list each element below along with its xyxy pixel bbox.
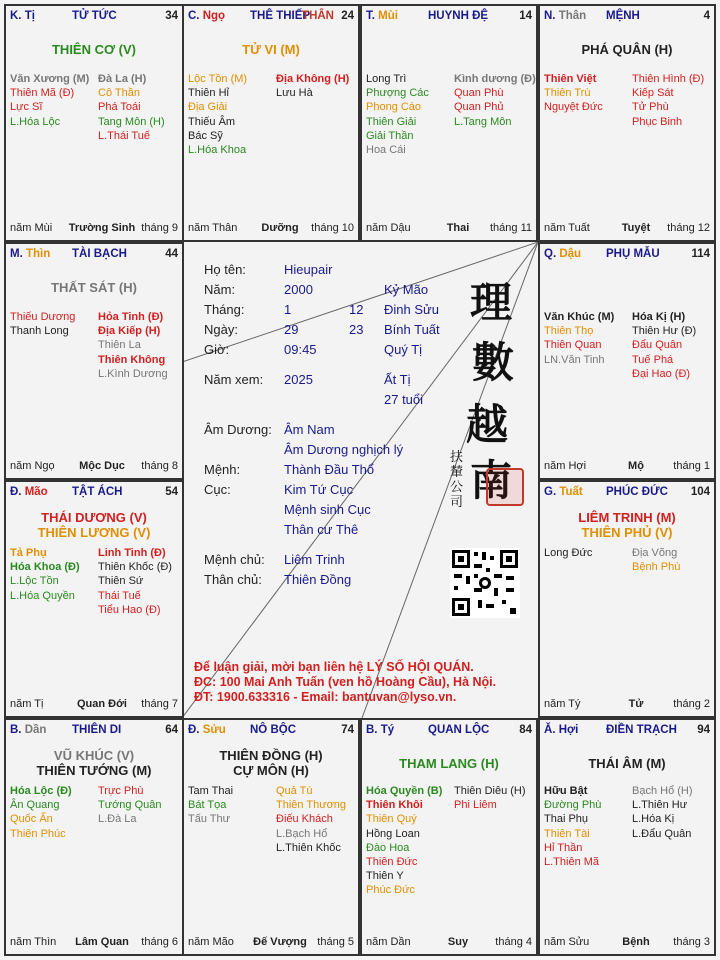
main-star: THÁI DƯƠNG (V) (41, 510, 147, 525)
am-duong-ly: Âm Dương nghịch lý (284, 442, 404, 457)
minor-star: Hóa Kị (H) (632, 311, 686, 323)
trang-sinh-stage: Bệnh (622, 936, 650, 948)
tieu-han-year: năm Mão (188, 936, 234, 948)
left-stars (544, 546, 592, 560)
palace-name: PHỤ MẪU (606, 248, 660, 260)
nam-can-chi: Kỷ Mão (384, 282, 429, 297)
nguyet-han-month: tháng 7 (141, 698, 178, 710)
nguyet-han-month: tháng 2 (673, 698, 710, 710)
dai-han-number: 34 (165, 10, 178, 22)
tieu-han-year: năm Mùi (10, 222, 53, 234)
tieu-han-year: năm Ngọ (10, 460, 55, 472)
trang-sinh-stage: Mộc Dục (79, 460, 125, 472)
minor-star: Quốc Ấn (10, 813, 53, 826)
trang-sinh-stage: Đế Vượng (253, 936, 307, 948)
minor-star: Nguyệt Đức (544, 101, 603, 114)
than-cu: Thân cư Thê (284, 522, 359, 537)
minor-star: Văn Xương (M) (10, 73, 90, 85)
main-stars (362, 756, 536, 771)
ngay-value: 29 (284, 322, 299, 337)
minor-star: Phong Cáo (366, 101, 422, 114)
minor-star: L.Kình Dương (98, 367, 168, 380)
nguyet-han-month: tháng 5 (317, 936, 354, 948)
palace-name: QUAN LỘC (428, 724, 490, 736)
minor-star: L.Bạch Hổ (276, 827, 328, 840)
palace-name: TÀI BẠCH (72, 248, 127, 260)
minor-star: Hỉ Thần (544, 841, 583, 854)
minor-star: Quan Phù (454, 87, 504, 100)
palace-name: TỬ TỨC (72, 10, 117, 22)
minor-star: Bác Sỹ (188, 129, 223, 142)
palace-cell-suu (182, 718, 360, 956)
than-chu-value: Thiên Đồng (284, 572, 352, 587)
right-stars (98, 310, 168, 381)
thang-value: 1 (284, 302, 292, 317)
minor-star: Thiên Hư (Đ) (632, 325, 697, 338)
vertical-seal-text: 扶 輦 公 司 (450, 450, 464, 510)
nguyet-han-month: tháng 1 (673, 460, 710, 472)
minor-star: Văn Khúc (M) (544, 311, 615, 323)
palace-cell-dan (4, 718, 184, 956)
minor-star: Thiên Khốc (Đ) (98, 561, 172, 574)
ho-ten-value: Hieupair (284, 262, 333, 277)
right-stars (98, 72, 165, 143)
trang-sinh-stage: Tử (628, 698, 644, 710)
minor-star: Hóa Lộc (Đ) (10, 785, 72, 797)
nam-xem-value: 2025 (284, 372, 313, 387)
minor-star: Thiên Mã (Đ) (10, 87, 75, 100)
minor-star: Thanh Long (10, 325, 69, 338)
palace-cell-mao (4, 480, 184, 718)
right-stars (454, 784, 526, 812)
minor-star: Bạch Hổ (H) (632, 785, 693, 797)
palace-cell-tuat (538, 480, 716, 718)
minor-star: L.Thiên Hư (632, 799, 688, 812)
minor-star: Tuế Phá (632, 353, 674, 366)
main-star: THIÊN CƠ (V) (51, 42, 137, 57)
main-stars (184, 748, 358, 778)
minor-star: Đà La (H) (98, 73, 147, 85)
minor-star: Hóa Khoa (Đ) (10, 561, 80, 574)
main-star: VŨ KHÚC (V) (53, 748, 135, 763)
palace-header (10, 248, 178, 262)
main-stars (6, 280, 182, 295)
minor-star: Thiên Quan (544, 339, 602, 352)
minor-star: Đường Phù (544, 799, 602, 812)
minor-star: L.Hóa Kị (632, 813, 675, 826)
right-stars (632, 72, 704, 129)
palace-name: NÔ BỘC (250, 724, 296, 736)
minor-star: Tử Phù (632, 101, 669, 114)
palace-footer (366, 222, 532, 236)
palace-footer (10, 222, 178, 236)
palace-cell-hoi (538, 718, 716, 956)
minor-star: L.Lộc Tồn (10, 575, 59, 588)
minor-star: L.Thái Tuế (98, 129, 150, 142)
minor-star: Tướng Quân (98, 799, 162, 812)
tieu-han-year: năm Hợi (544, 460, 587, 472)
minor-star: Linh Tinh (Đ) (98, 547, 166, 559)
tieu-han-year: năm Tị (10, 698, 44, 710)
dai-han-number: 84 (519, 724, 532, 736)
dai-han-number: 44 (165, 248, 178, 260)
palace-header (544, 486, 710, 500)
minor-star: Thiên Quý (366, 813, 417, 826)
gio-can-chi: Quý Tị (384, 342, 423, 357)
minor-star: Long Trì (366, 73, 407, 85)
nguyet-han-month: tháng 4 (495, 936, 532, 948)
right-stars (632, 310, 696, 381)
red-seal-stamp (486, 468, 524, 506)
palace-name: PHÚC ĐỨC (606, 486, 668, 498)
palace-header (188, 724, 354, 738)
earthly-branch: B. Dần (10, 724, 47, 736)
tieu-han-year: năm Tý (544, 698, 581, 710)
tieu-han-year: năm Thìn (10, 936, 57, 948)
tieu-han-year: năm Tuất (544, 222, 590, 234)
right-stars (276, 72, 349, 100)
minor-star: Thiên Không (98, 353, 166, 366)
dai-han-number: 64 (165, 724, 178, 736)
minor-star: Quả Tú (276, 785, 313, 797)
main-stars (6, 748, 182, 778)
main-stars (540, 510, 714, 540)
calligraphy-char-2: 數 (472, 338, 515, 387)
calligraphy-char-1: 理 (470, 278, 513, 327)
menh-chu-label: Mệnh chủ: (204, 552, 265, 567)
left-stars (188, 784, 233, 827)
minor-star: Kình dương (Đ) (454, 73, 536, 85)
minor-star: Phúc Đức (366, 884, 415, 897)
trang-sinh-stage: Lâm Quan (75, 936, 129, 948)
minor-star: Hữu Bật (544, 785, 588, 797)
dai-han-number: 74 (341, 724, 354, 736)
dai-han-number: 104 (690, 486, 710, 498)
tieu-han-year: năm Dần (366, 936, 411, 948)
palace-name: MỆNH (606, 10, 640, 22)
minor-star: Thiên Hình (Đ) (632, 73, 705, 85)
minor-star: Ân Quang (10, 799, 60, 812)
minor-star: Giải Thần (366, 129, 414, 142)
palace-footer (10, 460, 178, 474)
minor-star: Phi Liêm (454, 799, 497, 812)
trang-sinh-stage: Tuyệt (621, 222, 651, 234)
calligraphy-char-4: 南 (470, 456, 513, 505)
palace-cell-thin (4, 242, 184, 480)
minor-star: Long Đức (544, 547, 593, 559)
palace-cell-ti (4, 4, 184, 242)
qr-code-icon[interactable] (450, 548, 520, 618)
minor-star: Phá Toái (98, 101, 141, 114)
main-star: THÁI ÂM (M) (588, 756, 666, 771)
minor-star: Tiểu Hao (Đ) (98, 603, 161, 616)
cuc-relation: Mệnh sinh Cục (284, 502, 371, 517)
menh-label: Mệnh: (204, 462, 241, 477)
main-star: LIÊM TRINH (M) (578, 510, 676, 525)
than-marker: THÂN (302, 10, 334, 22)
minor-star: L.Hóa Khoa (188, 143, 247, 156)
minor-star: L.Tang Môn (454, 115, 512, 128)
minor-star: Hồng Loan (366, 827, 420, 840)
trang-sinh-stage: Suy (447, 936, 469, 948)
right-stars (632, 546, 680, 574)
palace-cell-ty (360, 718, 538, 956)
palace-name: HUYNH ĐỆ (428, 10, 489, 22)
left-stars (366, 784, 442, 898)
minor-star: Cô Thần (98, 87, 140, 100)
left-stars (188, 72, 247, 157)
contact-line-3: ĐT: 1900.633316 - Email: bantuvan@lyso.vn. (194, 690, 457, 704)
palace-header (366, 724, 532, 738)
minor-star: Địa Không (H) (276, 73, 350, 85)
palace-footer (10, 698, 178, 712)
earthly-branch: N. Thân (544, 10, 587, 22)
cuc-value: Kim Tứ Cục (284, 482, 354, 497)
minor-star: Thiên Phúc (10, 827, 66, 840)
minor-star: Thiên Sứ (98, 575, 144, 588)
earthly-branch: C. Ngọ (188, 10, 226, 22)
minor-star: Thiếu Dương (10, 311, 76, 323)
left-stars (366, 72, 429, 157)
minor-star: L.Thiên Mã (544, 855, 600, 868)
main-star: THIÊN TƯỚNG (M) (36, 763, 152, 778)
minor-star: Lộc Tồn (M) (188, 73, 248, 85)
minor-star: Địa Giải (188, 101, 228, 114)
minor-star: L.Đẩu Quân (632, 827, 692, 840)
palace-footer (544, 460, 710, 474)
palace-name: TẬT ÁCH (72, 486, 123, 498)
minor-star: Hoa Cái (366, 143, 406, 156)
minor-star: Phục Binh (632, 115, 683, 128)
minor-star: Trực Phù (98, 785, 144, 797)
minor-star: Thái Tuế (98, 589, 141, 602)
contact-line-2: ĐC: 100 Mai Anh Tuấn (ven hồ Hoàng Cầu), Hà Nội. (194, 675, 497, 689)
calligraphy-char-3: 越 (466, 400, 509, 449)
trang-sinh-stage: Mộ (628, 460, 644, 472)
nguyet-han-month: tháng 10 (311, 222, 354, 234)
minor-star: Thiên Y (366, 870, 404, 883)
minor-star: Tam Thai (188, 785, 234, 797)
earthly-branch: T. Mùi (366, 10, 398, 22)
thang-am-lich: 12 (349, 302, 364, 317)
earthly-branch: M. Thìn (10, 248, 51, 260)
minor-star: Đẩu Quân (632, 339, 683, 352)
minor-star: Địa Võng (632, 547, 678, 559)
nam-value: 2000 (284, 282, 313, 297)
main-stars (540, 756, 714, 771)
left-stars (544, 784, 601, 869)
main-star: PHÁ QUÂN (H) (581, 42, 673, 57)
minor-star: Thiên Khôi (366, 799, 423, 812)
palace-footer (188, 222, 354, 236)
minor-star: Hóa Quyền (B) (366, 785, 443, 797)
nam-xem-label: Năm xem: (204, 372, 264, 387)
right-stars (98, 784, 162, 827)
left-stars (544, 310, 614, 367)
minor-star: Tấu Thư (188, 813, 231, 826)
minor-star: Thiếu Âm (188, 115, 236, 128)
minor-star: Bệnh Phù (632, 561, 681, 574)
ngay-can-chi: Bính Tuất (384, 322, 440, 337)
minor-star: Phượng Các (366, 87, 429, 100)
right-stars (276, 784, 346, 855)
palace-header (188, 10, 354, 24)
minor-star: Đại Hao (Đ) (632, 367, 691, 380)
nam-label: Năm: (204, 282, 236, 297)
left-stars (10, 784, 72, 841)
minor-star: Thiên Thọ (544, 325, 594, 338)
left-stars (10, 546, 80, 603)
minor-star: Địa Kiếp (H) (98, 325, 161, 338)
palace-header (10, 10, 178, 24)
dai-han-number: 4 (703, 10, 710, 22)
minor-star: Điếu Khách (276, 813, 333, 826)
trang-sinh-stage: Trường Sinh (68, 222, 136, 234)
trang-sinh-stage: Dưỡng (261, 222, 299, 234)
minor-star: Thiên Đức (366, 855, 418, 868)
palace-footer (544, 222, 710, 236)
minor-star: Thai Phụ (544, 813, 589, 826)
palace-name: ĐIỀN TRẠCH (606, 724, 677, 736)
main-star: THIÊN ĐỒNG (H) (219, 748, 323, 763)
main-stars (540, 42, 714, 57)
palace-cell-ngo (182, 4, 360, 242)
nguyet-han-month: tháng 12 (667, 222, 710, 234)
menh-value: Thành Đầu Thổ (284, 462, 375, 477)
palace-footer (10, 936, 178, 950)
menh-chu-value: Liêm Trinh (284, 552, 345, 567)
palace-name: THIÊN DI (72, 724, 122, 736)
earthly-branch: G. Tuất (544, 486, 583, 498)
nguyet-han-month: tháng 3 (673, 936, 710, 948)
minor-star: Lực Sĩ (10, 101, 43, 114)
thang-can-chi: Đinh Sửu (384, 302, 439, 317)
am-duong-value: Âm Nam (284, 422, 335, 437)
minor-star: Bát Tọa (188, 799, 227, 812)
main-star: CỰ MÔN (H) (233, 763, 309, 778)
trang-sinh-stage: Thai (446, 222, 470, 234)
palace-name: THÊ THIẾP (250, 10, 311, 22)
tuoi: 27 tuổi (384, 392, 424, 407)
minor-star: L.Hóa Lộc (10, 115, 61, 128)
minor-star: Thiên Việt (544, 73, 597, 85)
main-stars (6, 42, 182, 57)
minor-star: Hỏa Tinh (Đ) (98, 311, 164, 323)
dai-han-number: 54 (165, 486, 178, 498)
minor-star: Thiên Hỉ (188, 87, 229, 100)
dai-han-number: 24 (341, 10, 354, 22)
main-stars (184, 42, 358, 57)
minor-star: Tang Môn (H) (98, 115, 165, 128)
main-star: TỬ VI (M) (242, 42, 300, 57)
tieu-han-year: năm Dậu (366, 222, 411, 234)
earthly-branch: K. Tị (10, 10, 35, 22)
palace-header (544, 10, 710, 24)
minor-star: LN.Văn Tinh (544, 353, 605, 366)
minor-star: L.Thiên Khốc (276, 841, 341, 854)
main-star: THIÊN PHỦ (V) (581, 525, 673, 540)
main-star: THẤT SÁT (H) (51, 280, 137, 295)
earthly-branch: Ă. Hợi (544, 724, 579, 736)
gio-value: 09:45 (284, 342, 317, 357)
nam-xem-can-chi: Ất Tị (384, 372, 411, 387)
minor-star: Tả Phụ (10, 547, 47, 559)
dai-han-number: 14 (519, 10, 532, 22)
contact-line-1: Để luận giải, mời bạn liên hệ LÝ SỐ HỘI QUÁN. (194, 660, 474, 674)
palace-cell-dau (538, 242, 716, 480)
thang-label: Tháng: (204, 302, 245, 317)
nguyet-han-month: tháng 11 (489, 222, 532, 234)
palace-header (10, 724, 178, 738)
than-chu-label: Thân chủ: (204, 572, 262, 587)
ngay-label: Ngày: (204, 322, 238, 337)
right-stars (98, 546, 172, 617)
minor-star: Quan Phủ (454, 101, 504, 114)
trang-sinh-stage: Quan Đới (77, 698, 127, 710)
minor-star: Thiên Tài (544, 827, 590, 840)
left-stars (544, 72, 603, 115)
right-stars (632, 784, 693, 841)
minor-star: L.Đà La (98, 813, 137, 826)
nguyet-han-month: tháng 8 (141, 460, 178, 472)
tieu-han-year: năm Thân (188, 222, 238, 234)
dai-han-number: 114 (691, 248, 710, 260)
minor-star: Lưu Hà (276, 87, 313, 100)
palace-footer (366, 936, 532, 950)
minor-star: Thiên Trù (544, 87, 591, 100)
minor-star: Đào Hoa (366, 841, 410, 854)
dai-han-number: 94 (697, 724, 710, 736)
minor-star: Thiên Giải (366, 115, 417, 128)
minor-star: Thiên Diêu (H) (454, 785, 526, 797)
palace-footer (188, 936, 354, 950)
ho-ten-label: Họ tên: (204, 262, 246, 277)
main-stars (6, 510, 182, 540)
minor-star: Kiếp Sát (632, 87, 674, 100)
earthly-branch: Q. Dậu (544, 248, 582, 260)
tieu-han-year: năm Sửu (544, 936, 590, 948)
left-stars (10, 72, 89, 129)
palace-cell-mui (360, 4, 538, 242)
minor-star: Thiên Thương (276, 799, 347, 812)
palace-footer (544, 936, 710, 950)
minor-star: Thiên La (98, 339, 141, 352)
palace-header (10, 486, 178, 500)
nguyet-han-month: tháng 9 (141, 222, 178, 234)
earthly-branch: Đ. Sửu (188, 724, 226, 736)
palace-header (544, 724, 710, 738)
earthly-branch: B. Tý (366, 724, 395, 736)
right-stars (454, 72, 536, 129)
main-star: THAM LANG (H) (399, 756, 499, 771)
palace-header (366, 10, 532, 24)
earthly-branch: Đ. Mão (10, 486, 48, 498)
ngay-am-lich: 23 (349, 322, 364, 337)
nguyet-han-month: tháng 6 (141, 936, 178, 948)
cuc-label: Cục: (204, 482, 231, 497)
palace-cell-than (538, 4, 716, 242)
am-duong-label: Âm Dương: (204, 422, 272, 437)
palace-header (544, 248, 710, 262)
gio-label: Giờ: (204, 342, 230, 357)
palace-footer (544, 698, 710, 712)
main-star: THIÊN LƯƠNG (V) (37, 525, 151, 540)
left-stars (10, 310, 75, 338)
minor-star: L.Hóa Quyền (10, 589, 75, 602)
